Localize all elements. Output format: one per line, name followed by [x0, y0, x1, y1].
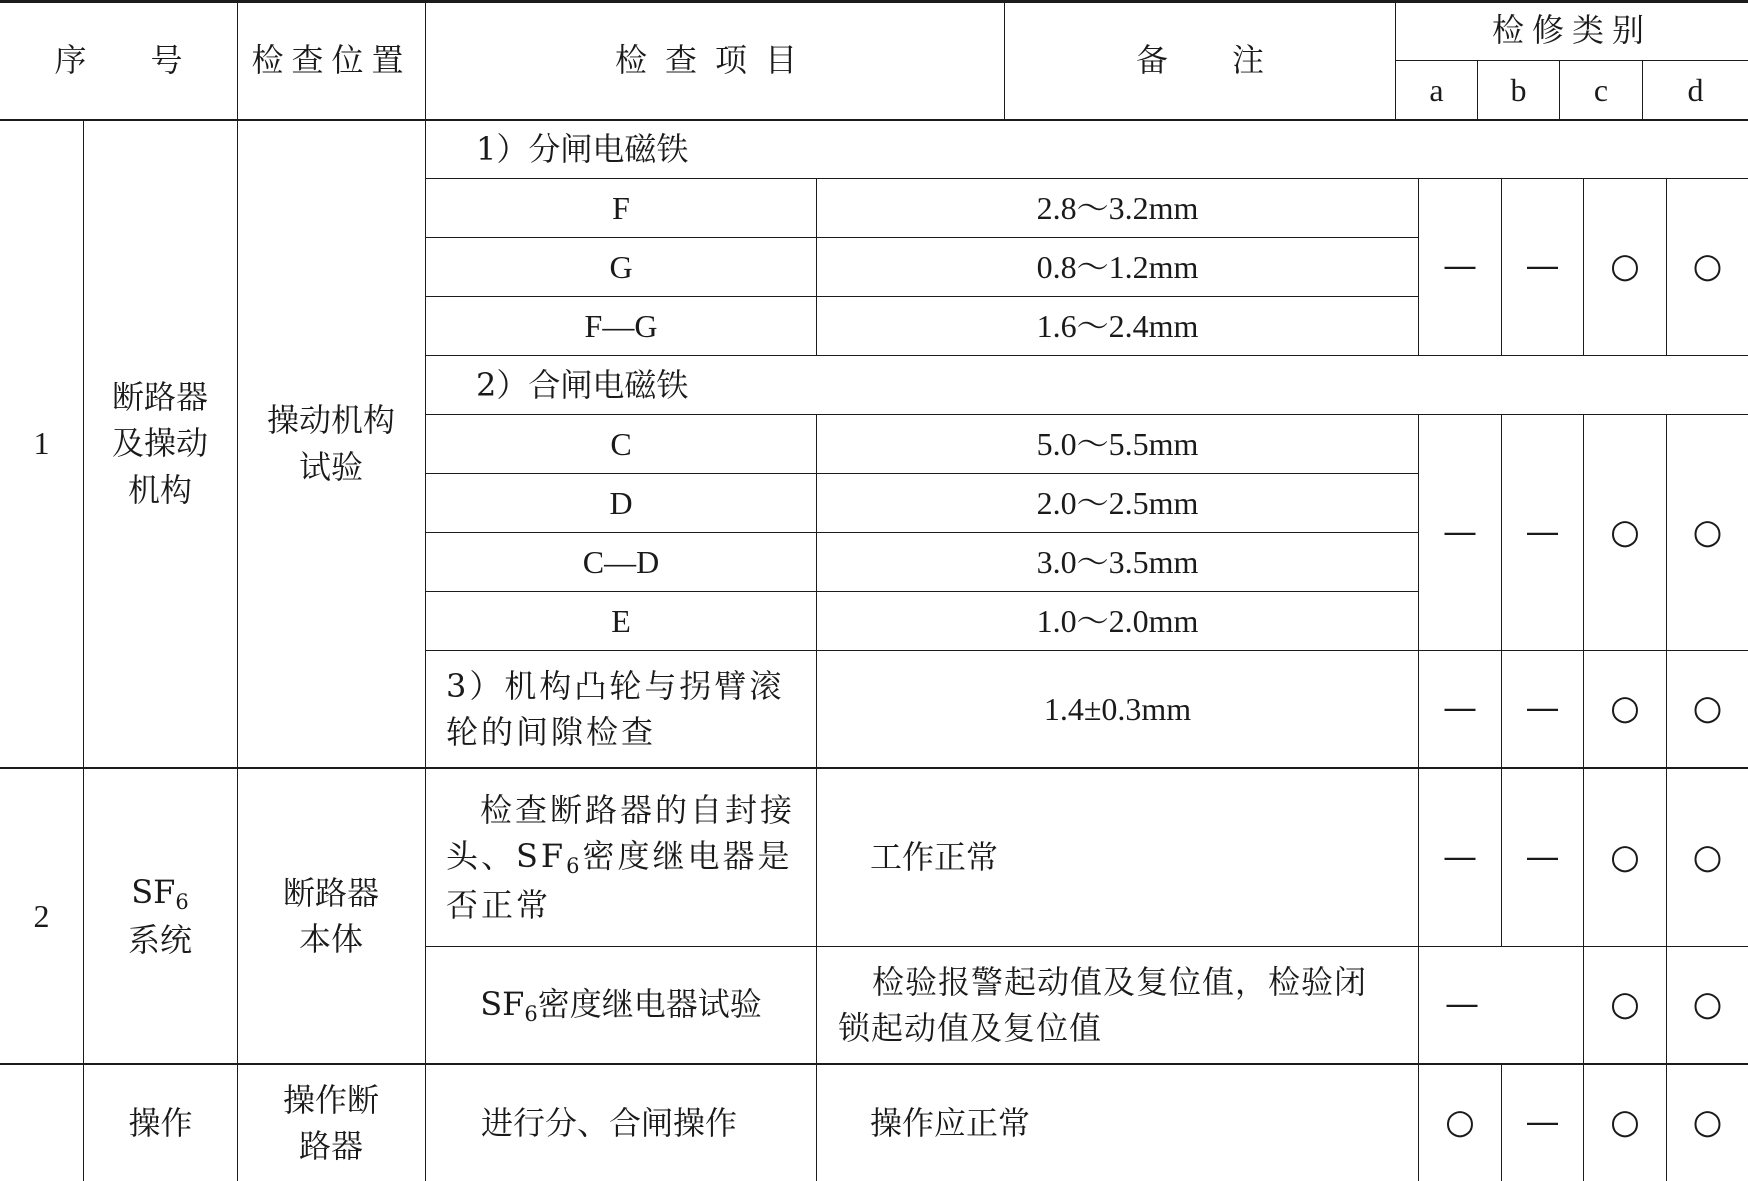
mark-a: — — [1443, 688, 1477, 729]
table-row-value: 5.0～5.5mm — [1036, 425, 1199, 462]
sub2-title: 2）合闸电磁铁 — [476, 365, 689, 404]
header-cat-b: b — [1510, 72, 1527, 109]
table-row-value: 0.8～1.2mm — [1036, 248, 1199, 285]
section3-system: 操作 — [128, 1103, 193, 1142]
mark-a: ○ — [1445, 1102, 1475, 1143]
header-cat-a: a — [1429, 72, 1444, 109]
section2-row2-item: $SF_6$密度继电器试验 — [480, 984, 762, 1026]
table-row-item: D — [609, 484, 633, 521]
section3-location: 操作断路器 — [282, 1080, 379, 1165]
table-row-value: 2.0～2.5mm — [1036, 484, 1199, 521]
table-row-item: F—G — [584, 307, 658, 344]
mark-c: ○ — [1610, 688, 1640, 729]
body-col-rule — [83, 120, 84, 1181]
mark-c: ○ — [1610, 246, 1640, 287]
mark-d: ○ — [1692, 246, 1723, 287]
section2-row2-remark: 检验报警起动值及复位值，检验闭锁起动值及复位值 — [838, 962, 1368, 1047]
table-row-item: G — [609, 248, 633, 285]
mark-a: — — [1443, 246, 1477, 287]
sub3-item: 3）机构凸轮与拐臂滚轮的间隙检查 — [446, 666, 785, 751]
header-seq: 序 号 — [54, 40, 183, 79]
table-row-value: 1.0～2.0mm — [1036, 602, 1199, 639]
mark-b: — — [1525, 836, 1560, 877]
header-remark: 备 注 — [1135, 40, 1264, 79]
table-row-item: C—D — [582, 543, 660, 580]
header-category: 检修类别 — [1491, 10, 1652, 49]
mark-d: ○ — [1692, 688, 1723, 729]
table-row-value: 1.6～2.4mm — [1036, 307, 1199, 344]
mark-c: ○ — [1610, 836, 1640, 877]
table-row-value: 2.8～3.2mm — [1036, 189, 1199, 226]
section3-item: 进行分、合闸操作 — [481, 1103, 738, 1142]
mark-d: ○ — [1692, 984, 1723, 1025]
table-row-item: E — [611, 602, 631, 639]
section2-row1-remark: 工作正常 — [870, 838, 999, 877]
mark-b: — — [1525, 1102, 1560, 1143]
sub3-value: 1.4±0.3mm — [1043, 690, 1192, 727]
header-item: 检查项目 — [614, 40, 815, 79]
section2-row1-item: 检查断路器的自封接头、$SF_6$密度继电器是否正常 — [446, 790, 796, 924]
body-col-rule — [237, 120, 238, 1181]
mark-b: — — [1525, 688, 1560, 729]
table-row-item: F — [612, 189, 630, 226]
mark-b: — — [1525, 511, 1560, 552]
mark-d: ○ — [1692, 1102, 1723, 1143]
section2-location: 断路器本体 — [282, 873, 379, 958]
section2-system: $SF_6$ 系统 — [127, 872, 192, 960]
section1-number: 1 — [33, 425, 50, 462]
mark-ab: — — [1445, 984, 1479, 1025]
mark-a: — — [1443, 836, 1477, 877]
mark-a: — — [1443, 511, 1477, 552]
table-row-item: C — [610, 425, 632, 462]
section1-location: 操动机构试验 — [266, 401, 395, 486]
mark-b: — — [1525, 246, 1560, 287]
header-location: 检查位置 — [251, 40, 412, 79]
section2-number: 2 — [33, 897, 50, 934]
header-cat-d: d — [1687, 72, 1704, 109]
table-row-value: 3.0～3.5mm — [1036, 543, 1199, 580]
section3-remark: 操作应正常 — [870, 1103, 1031, 1142]
mark-c: ○ — [1610, 511, 1640, 552]
section1-system: 断路器及操动机构 — [111, 377, 208, 509]
mark-c: ○ — [1610, 1102, 1640, 1143]
mark-c: ○ — [1610, 984, 1640, 1025]
mark-d: ○ — [1692, 836, 1723, 877]
mark-d: ○ — [1692, 511, 1723, 552]
sub1-title: 1）分闸电磁铁 — [476, 129, 689, 168]
header-cat-c: c — [1593, 72, 1609, 109]
